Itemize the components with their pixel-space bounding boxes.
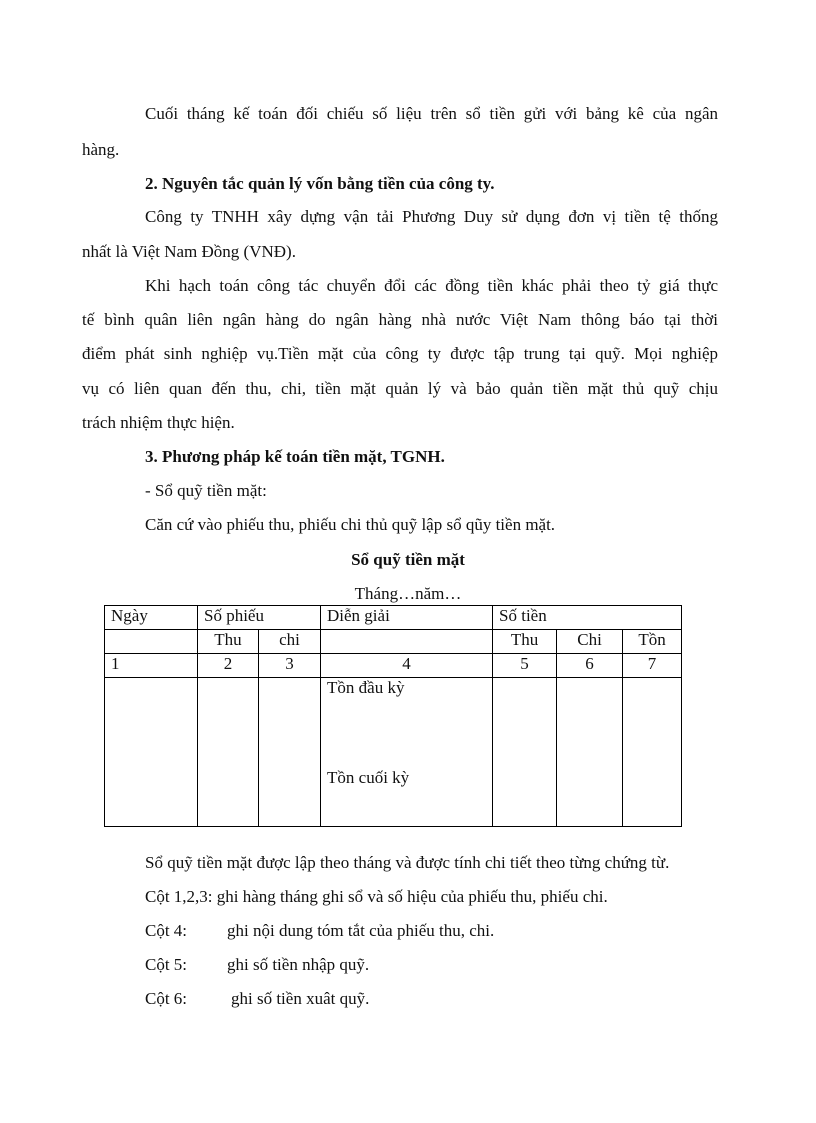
header-dien-giai-blank xyxy=(321,630,493,654)
column-number-6: 6 xyxy=(557,654,623,678)
body-dien-giai xyxy=(321,678,493,827)
note-col6-label: Cột 6: xyxy=(145,989,188,1008)
table-header-row-2 xyxy=(105,630,682,654)
notes-line-2: Cột 1,2,3: ghi hàng tháng ghi sổ và số hiệu của phiếu thu, phiếu chi. xyxy=(145,887,608,906)
ton-dau-ky: Tồn đầu kỳ xyxy=(327,678,405,697)
table-body-row xyxy=(105,678,682,827)
column-number-5: 5 xyxy=(493,654,557,678)
body-ton xyxy=(623,678,682,827)
header-tien-thu: Thu xyxy=(493,630,557,654)
column-number-1: 1 xyxy=(105,654,198,678)
header-so-phieu: Số phiếu xyxy=(198,606,321,630)
header-phieu-thu: Thu xyxy=(198,630,259,654)
cash-book-table xyxy=(104,605,682,827)
ton-cuoi-ky: Tồn cuối kỳ xyxy=(327,768,410,787)
bullet-so-quy: - Sổ quỹ tiền mặt: xyxy=(145,481,267,500)
column-number-7: 7 xyxy=(623,654,682,678)
column-number-2: 2 xyxy=(198,654,259,678)
body-phieu-thu xyxy=(198,678,259,827)
paragraph-3-line-4: vụ có liên quan đến thu, chi, tiền mặt quản lý và bảo quản tiền mặt thủ quỹ chịu xyxy=(82,379,718,398)
paragraph-1-line-1: Cuối tháng kế toán đối chiếu số liệu trên sổ tiền gửi với bảng kê của ngân xyxy=(145,104,718,123)
header-ton: Tồn xyxy=(623,630,682,654)
table-subtitle: Tháng…năm… xyxy=(354,584,462,603)
header-ngay-blank xyxy=(105,630,198,654)
header-dien-giai: Diễn giải xyxy=(321,606,493,630)
paragraph-2-line-1: Công ty TNHH xây dựng vận tải Phương Duy sử dụng đơn vị tiền tệ thống xyxy=(145,207,718,226)
header-ngay: Ngày xyxy=(105,606,198,630)
paragraph-3-line-2: tế bình quân liên ngân hàng do ngân hàng nhà nước Việt Nam thông báo tại thời xyxy=(82,310,718,329)
notes-line-1: Sổ quỹ tiền mặt được lập theo tháng và được tính chi tiết theo từng chứng từ. xyxy=(145,853,670,872)
table-title: Sổ quỹ tiền mặt xyxy=(351,550,465,569)
column-number-row xyxy=(105,654,682,678)
section-heading-3: 3. Phương pháp kế toán tiền mặt, TGNH. xyxy=(145,447,445,466)
header-phieu-chi: chi xyxy=(259,630,321,654)
body-tien-chi xyxy=(557,678,623,827)
body-ngay xyxy=(105,678,198,827)
paragraph-2-line-2: nhất là Việt Nam Đồng (VNĐ). xyxy=(82,242,296,261)
section-heading-2: 2. Nguyên tắc quản lý vốn bằng tiền của công ty. xyxy=(145,174,495,193)
body-phieu-chi xyxy=(259,678,321,827)
paragraph-3-line-3: điểm phát sinh nghiệp vụ.Tiền mặt của công ty được tập trung tại quỹ. Mọi nghiệp xyxy=(82,344,718,363)
paragraph-3-line-5: trách nhiệm thực hiện. xyxy=(82,413,235,432)
note-col5-label: Cột 5: xyxy=(145,955,188,974)
column-number-4: 4 xyxy=(321,654,493,678)
body-tien-thu xyxy=(493,678,557,827)
header-tien-chi: Chi xyxy=(557,630,623,654)
intro-so-quy: Căn cứ vào phiếu thu, phiếu chi thủ quỹ lập sổ qũy tiền mặt. xyxy=(145,515,556,534)
paragraph-3-line-1: Khi hạch toán công tác chuyển đổi các đồng tiền khác phải theo tỷ giá thực xyxy=(145,276,718,295)
note-col4-label: Cột 4: xyxy=(145,921,188,940)
note-col6-text: ghi số tiền xuât quỹ. xyxy=(231,989,370,1008)
header-so-tien: Số tiền xyxy=(493,606,682,630)
paragraph-1-line-2: hàng. xyxy=(82,140,120,159)
table-header-row-1 xyxy=(105,606,682,630)
column-number-3: 3 xyxy=(259,654,321,678)
note-col5-text: ghi số tiền nhập quỹ. xyxy=(227,955,370,974)
note-col4-text: ghi nội dung tóm tắt của phiếu thu, chi. xyxy=(227,921,495,940)
